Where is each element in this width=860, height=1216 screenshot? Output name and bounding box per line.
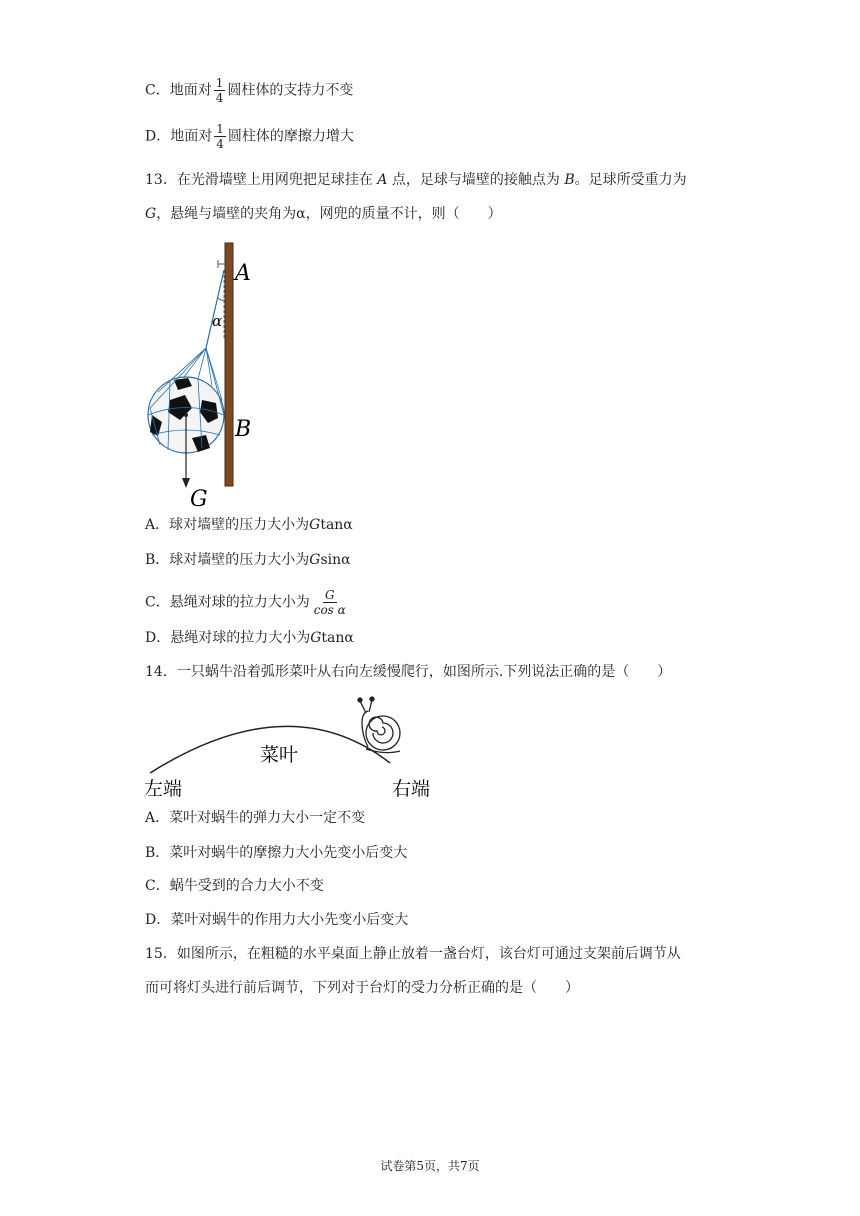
q13-option-d: D．悬绳对球的拉力大小为Gtanα (145, 630, 354, 646)
q15-stem-line2: 而可将灯头进行前后调节，下列对于台灯的受力分析正确的是（ ） (145, 980, 579, 996)
label-A: A (235, 261, 251, 286)
q13-option-b: B．球对墙壁的压力大小为Gsinα (145, 552, 351, 568)
label-alpha: α (212, 312, 223, 330)
page-footer: 试卷第5页，共7页 (380, 1159, 480, 1173)
q14-figure-snail-on-leaf (140, 695, 450, 805)
q12-option-c: C．地面对 $\frac{1}{4}$ 圆柱体的支持力不变 (145, 76, 354, 105)
fraction-one-quarter: $\frac{1}{4}$ (215, 76, 224, 105)
q14-option-b: B．菜叶对蜗牛的摩擦力大小先变小后变大 (145, 845, 408, 861)
q14-option-c: C．蜗牛受到的合力大小不变 (145, 878, 324, 894)
label-left-end: 左端 (144, 778, 183, 800)
q13-stem-line1: 13．在光滑墙壁上用网兜把足球挂在 A 点，足球与墙壁的接触点为 B。足球所受重力为 (145, 172, 687, 188)
fraction-one-quarter: $\frac{1}{4}$ (216, 122, 224, 151)
snail-icon (358, 697, 400, 753)
wall (225, 243, 233, 486)
q13-option-a: A．球对墙壁的压力大小为Gtanα (145, 517, 353, 533)
q13-option-c: C．悬绳对球的拉力大小为 $\frac{G}{\text{cos α}}$ (145, 588, 346, 617)
label-leaf: 菜叶 (260, 744, 299, 766)
label-B: B (235, 417, 252, 442)
label-right-end: 右端 (392, 778, 431, 800)
q12-option-d: D．地面对 $\frac{1}{4}$ 圆柱体的摩擦力增大 (145, 122, 354, 151)
q15-stem-line1: 15．如图所示，在粗糙的水平桌面上静止放着一盏台灯，该台灯可通过支架前后调节从 (145, 946, 681, 962)
q14-option-d: D．菜叶对蜗牛的作用力大小先变小后变大 (145, 912, 409, 928)
q13-stem-line2: G，悬绳与墙壁的夹角为α，网兜的质量不计，则（ ） (145, 206, 502, 222)
fraction-g-over-cos-alpha: $\frac{G}{\text{cos α}}$ (313, 588, 346, 617)
q13-figure-ball-on-wall (140, 240, 270, 510)
rope (206, 270, 224, 348)
q14-stem: 14．一只蜗牛沿着弧形菜叶从右向左缓慢爬行，如图所示.下列说法正确的是（ ） (145, 664, 672, 680)
q14-option-a: A．菜叶对蜗牛的弹力大小一定不变 (145, 810, 366, 826)
label-G: G (190, 487, 208, 510)
